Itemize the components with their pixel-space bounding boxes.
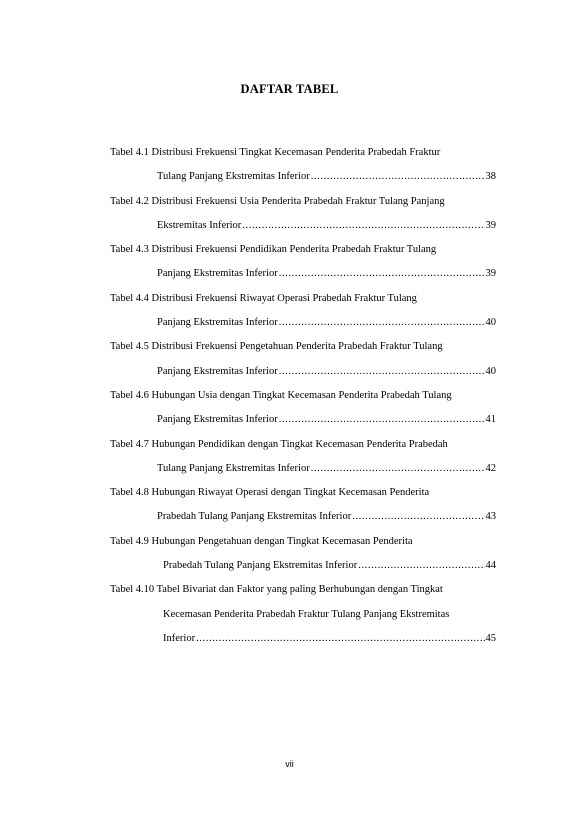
table-entry-4-8[interactable] bbox=[110, 481, 496, 530]
leader-dots bbox=[279, 360, 485, 384]
table-entry-4-3[interactable] bbox=[110, 238, 496, 287]
entry-heading: Tabel 4.8 Hubungan Riwayat Operasi dengan Tingkat Kecemasan Penderita bbox=[110, 487, 430, 499]
entry-heading: Tabel 4.2 Distribusi Frekuensi Usia Penderita Prabedah Fraktur Tulang Panjang bbox=[110, 195, 445, 207]
entry-continuation: Ekstremitas Inferior ..... 39 bbox=[110, 214, 496, 238]
page-ref: 40 bbox=[485, 317, 496, 329]
page-ref: 39 bbox=[485, 219, 496, 231]
leader-dots bbox=[242, 214, 484, 238]
table-entry-4-2[interactable] bbox=[110, 190, 496, 239]
page-ref: 42 bbox=[485, 462, 496, 474]
page-title: DAFTAR TABEL bbox=[240, 82, 339, 96]
entry-heading: Tabel 4.1 Distribusi Frekuensi Tingkat Kecemasan Penderita Prabedah Fraktur bbox=[110, 147, 441, 158]
leader-dots bbox=[352, 505, 484, 529]
table-entry-4-4[interactable] bbox=[110, 287, 496, 336]
entry-heading: Tabel 4.4 Distribusi Frekuensi Riwayat Operasi Prabedah Fraktur Tulang bbox=[110, 292, 417, 304]
entry-continuation: Tulang Panjang Ekstremitas Inferior ..... 38 bbox=[110, 165, 496, 189]
leader-dots bbox=[311, 165, 485, 189]
table-entry-4-10[interactable] bbox=[110, 578, 496, 651]
page-ref: 40 bbox=[485, 365, 496, 377]
table-entry-4-5[interactable] bbox=[110, 335, 496, 384]
table-entry-4-7[interactable] bbox=[110, 433, 496, 482]
entry-heading: Tabel 4.6 Hubungan Usia dengan Tingkat Kecemasan Penderita Prabedah Tulang bbox=[110, 389, 452, 401]
entry-continuation: Inferior ..... 45 bbox=[110, 627, 496, 651]
leader-dots bbox=[196, 627, 484, 651]
page-ref: 41 bbox=[485, 414, 496, 426]
entry-continuation: Panjang Ekstremitas Inferior ..... 41 bbox=[110, 408, 496, 432]
page-ref: 45 bbox=[485, 632, 496, 644]
entry-continuation: Kecemasan Penderita Prabedah Fraktur Tulang Panjang Ekstremitas bbox=[163, 608, 450, 620]
entry-continuation: Prabedah Tulang Panjang Ekstremitas Inferior ..... 43 bbox=[110, 505, 496, 529]
table-entry-4-6[interactable] bbox=[110, 384, 496, 433]
page-number: vii bbox=[285, 759, 294, 769]
leader-dots bbox=[279, 311, 485, 335]
entry-continuation: Tulang Panjang Ekstremitas Inferior ..... 42 bbox=[110, 457, 496, 481]
page-ref: 44 bbox=[485, 560, 496, 572]
entry-continuation: Panjang Ekstremitas Inferior ..... 40 bbox=[110, 311, 496, 335]
page-ref: 39 bbox=[485, 268, 496, 280]
table-entry-4-9[interactable] bbox=[110, 530, 496, 579]
page-ref: 43 bbox=[485, 511, 496, 523]
leader-dots bbox=[279, 262, 485, 286]
entry-heading: Tabel 4.5 Distribusi Frekuensi Pengetahuan Penderita Prabedah Fraktur Tulang bbox=[110, 341, 443, 353]
page-ref: 38 bbox=[485, 171, 496, 183]
leader-dots bbox=[279, 408, 485, 432]
entry-continuation: Prabedah Tulang Panjang Ekstremitas Inferior ..... 44 bbox=[110, 554, 496, 578]
table-list bbox=[110, 141, 496, 651]
entry-continuation: Panjang Ekstremitas Inferior ..... 40 bbox=[110, 360, 496, 384]
entry-heading: Tabel 4.7 Hubungan Pendidikan dengan Tingkat Kecemasan Penderita Prabedah bbox=[110, 438, 448, 450]
entry-heading: Tabel 4.9 Hubungan Pengetahuan dengan Tingkat Kecemasan Penderita bbox=[110, 535, 413, 547]
entry-continuation: Panjang Ekstremitas Inferior ..... 39 bbox=[110, 262, 496, 286]
leader-dots bbox=[358, 554, 484, 578]
entry-heading: Tabel 4.10 Tabel Bivariat dan Faktor yang paling Berhubungan dengan Tingkat bbox=[110, 584, 443, 596]
leader-dots bbox=[311, 457, 485, 481]
entry-heading: Tabel 4.3 Distribusi Frekuensi Pendidikan Penderita Prabedah Fraktur Tulang bbox=[110, 244, 437, 256]
table-entry-4-1[interactable] bbox=[110, 141, 496, 190]
